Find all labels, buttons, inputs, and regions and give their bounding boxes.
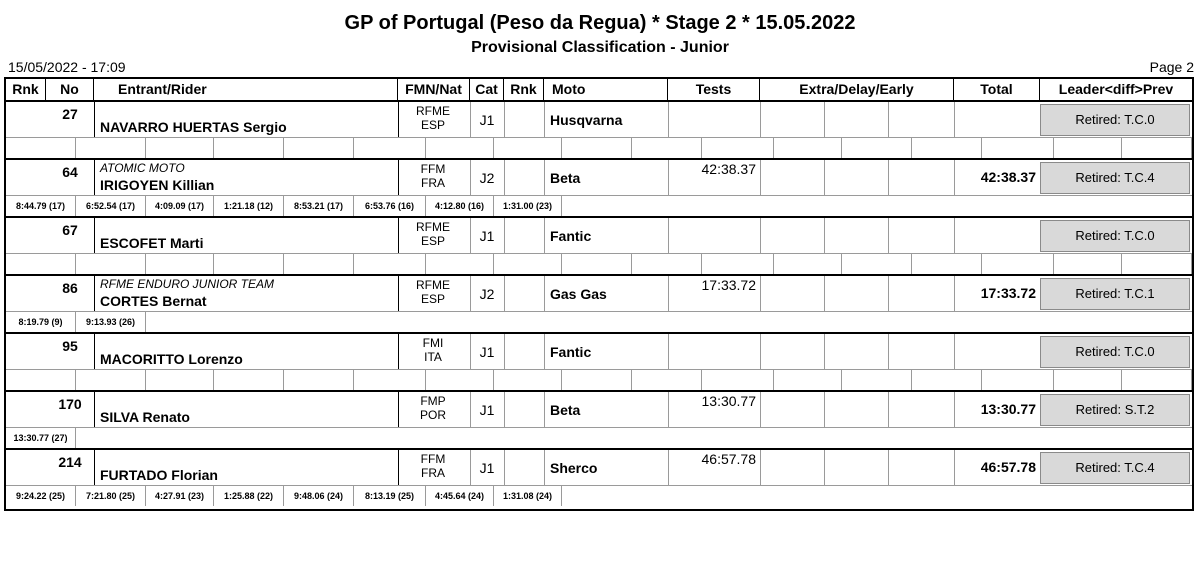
- motorcycle-brand: Gas Gas: [550, 286, 607, 302]
- split-time: 8:19.79 (9): [6, 312, 76, 332]
- empty-split-cell: [982, 370, 1054, 390]
- col-extra: Extra/Delay/Early: [760, 79, 954, 100]
- empty-split-cell: [842, 138, 912, 158]
- rider-number: 170: [58, 396, 82, 412]
- column-divider: [504, 392, 505, 427]
- split-time: 4:09.09 (17): [146, 196, 214, 216]
- col-tests: Tests: [668, 79, 760, 100]
- split-times-row: [6, 428, 1192, 448]
- motorcycle-brand: Fantic: [550, 228, 592, 244]
- empty-split-cell: [774, 138, 842, 158]
- column-divider: [888, 450, 889, 485]
- col-moto: Moto: [544, 79, 668, 100]
- split-time: 8:44.79 (17): [6, 196, 76, 216]
- motorcycle-brand: Fantic: [550, 344, 592, 360]
- split-time: 1:25.88 (22): [214, 486, 284, 506]
- split-time: 6:52.54 (17): [76, 196, 146, 216]
- team-name: ATOMIC MOTO: [100, 161, 185, 175]
- page-title: GP of Portugal (Peso da Regua) * Stage 2 * 15.05.2022: [344, 12, 856, 34]
- total-time: 17:33.72: [980, 285, 1036, 301]
- total-time: 42:38.37: [980, 169, 1036, 185]
- column-divider: [760, 334, 761, 369]
- empty-split-cell: [632, 370, 702, 390]
- category: J1: [479, 228, 495, 244]
- empty-split-cell: [6, 254, 76, 274]
- category: J1: [479, 112, 495, 128]
- column-divider: [888, 392, 889, 427]
- column-divider: [94, 392, 95, 427]
- empty-split-cell: [1122, 138, 1192, 158]
- column-divider: [760, 450, 761, 485]
- total-time: 13:30.77: [980, 401, 1036, 417]
- federation: FMP: [420, 394, 446, 408]
- column-divider: [760, 276, 761, 311]
- column-divider: [954, 102, 955, 137]
- empty-split-cell: [912, 138, 982, 158]
- rider-name: NAVARRO HUERTAS Sergio: [100, 119, 287, 135]
- split-time: 4:27.91 (23): [146, 486, 214, 506]
- col-fmn-nat: FMN/Nat: [398, 79, 470, 100]
- empty-split-cell: [284, 138, 354, 158]
- split-time: 1:21.18 (12): [214, 196, 284, 216]
- rider-name: SILVA Renato: [100, 409, 190, 425]
- empty-split-cell: [562, 254, 632, 274]
- category: J2: [479, 286, 495, 302]
- rider-number: 67: [62, 222, 78, 238]
- split-times-row: [6, 138, 1192, 158]
- col-rnk-cat: Rnk: [504, 79, 544, 100]
- fmn-nat: [398, 162, 468, 190]
- column-divider: [760, 102, 761, 137]
- empty-split-cell: [632, 138, 702, 158]
- column-divider: [668, 102, 669, 137]
- column-divider: [824, 334, 825, 369]
- status-badge: Retired: T.C.0: [1040, 220, 1190, 252]
- split-time: 8:13.19 (25): [354, 486, 426, 506]
- nationality: ESP: [420, 292, 445, 306]
- print-timestamp: 15/05/2022 - 17:09: [8, 59, 126, 75]
- empty-split-cell: [6, 138, 76, 158]
- column-divider: [954, 334, 955, 369]
- federation: FFM: [420, 452, 446, 466]
- column-divider: [94, 160, 95, 195]
- split-times-row: [6, 196, 1192, 216]
- column-divider: [824, 450, 825, 485]
- empty-split-cell: [146, 138, 214, 158]
- column-divider: [888, 160, 889, 195]
- status-badge: Retired: T.C.0: [1040, 336, 1190, 368]
- column-divider: [760, 392, 761, 427]
- split-times-row: [6, 312, 1192, 332]
- category: J1: [479, 402, 495, 418]
- empty-split-cell: [214, 138, 284, 158]
- empty-split-cell: [1122, 254, 1192, 274]
- entry-block: [6, 392, 1192, 450]
- rider-number: 86: [62, 280, 78, 296]
- split-time: 9:48.06 (24): [284, 486, 354, 506]
- col-no: No: [46, 79, 94, 100]
- empty-split-cell: [1054, 138, 1122, 158]
- column-divider: [94, 276, 95, 311]
- column-divider: [94, 450, 95, 485]
- empty-split-cell: [702, 254, 774, 274]
- nationality: POR: [419, 408, 446, 422]
- nationality: FRA: [421, 466, 445, 480]
- status-badge: Retired: S.T.2: [1040, 394, 1190, 426]
- federation: FMI: [422, 336, 444, 350]
- empty-split-cell: [76, 138, 146, 158]
- empty-split-cell: [426, 370, 494, 390]
- rider-name: CORTES Bernat: [100, 293, 207, 309]
- column-divider: [954, 218, 955, 253]
- empty-split-cell: [702, 370, 774, 390]
- status-badge: Retired: T.C.0: [1040, 104, 1190, 136]
- empty-split-cell: [702, 138, 774, 158]
- team-name: RFME ENDURO JUNIOR TEAM: [100, 277, 274, 291]
- nationality: ESP: [420, 234, 445, 248]
- empty-split-cell: [426, 254, 494, 274]
- empty-split-cell: [494, 254, 562, 274]
- split-times-row: [6, 370, 1192, 390]
- empty-split-cell: [842, 254, 912, 274]
- column-divider: [94, 218, 95, 253]
- column-divider: [94, 102, 95, 137]
- empty-split-cell: [562, 370, 632, 390]
- rider-number: 95: [62, 338, 78, 354]
- empty-split-cell: [76, 370, 146, 390]
- empty-split-cell: [146, 254, 214, 274]
- rider-name: IRIGOYEN Killian: [100, 177, 215, 193]
- split-times-row: [6, 254, 1192, 274]
- empty-split-cell: [774, 370, 842, 390]
- column-divider: [504, 334, 505, 369]
- page-subtitle: Provisional Classification - Junior: [471, 39, 729, 56]
- column-divider: [94, 334, 95, 369]
- page-number: Page 2: [1149, 59, 1194, 75]
- motorcycle-brand: Beta: [550, 402, 581, 418]
- rider-number: 64: [62, 164, 78, 180]
- entry-block: [6, 102, 1192, 160]
- category: J1: [479, 344, 495, 360]
- nationality: ESP: [420, 118, 445, 132]
- entry-block: [6, 334, 1192, 392]
- empty-split-cell: [354, 254, 426, 274]
- empty-split-cell: [842, 370, 912, 390]
- column-divider: [544, 276, 545, 311]
- column-divider: [760, 160, 761, 195]
- fmn-nat: [398, 336, 468, 364]
- entry-block: [6, 276, 1192, 334]
- empty-split-cell: [912, 254, 982, 274]
- column-divider: [760, 218, 761, 253]
- column-divider: [824, 102, 825, 137]
- split-time: 1:31.00 (23): [494, 196, 562, 216]
- empty-split-cell: [284, 254, 354, 274]
- rider-number: 27: [62, 106, 78, 122]
- total-time: 46:57.78: [980, 459, 1036, 475]
- empty-split-cell: [284, 370, 354, 390]
- split-time: 6:53.76 (16): [354, 196, 426, 216]
- fmn-nat: [398, 452, 468, 480]
- nationality: FRA: [421, 176, 445, 190]
- empty-split-cell: [354, 370, 426, 390]
- federation: RFME: [416, 278, 450, 292]
- entry-block: [6, 218, 1192, 276]
- split-times-row: [6, 486, 1192, 506]
- rider-name: MACORITTO Lorenzo: [100, 351, 243, 367]
- empty-split-cell: [982, 138, 1054, 158]
- split-time: 9:24.22 (25): [6, 486, 76, 506]
- col-leader: Leader<diff>Prev: [1058, 81, 1174, 97]
- column-divider: [824, 160, 825, 195]
- split-time: 4:45.64 (24): [426, 486, 494, 506]
- empty-split-cell: [6, 370, 76, 390]
- status-badge: Retired: T.C.4: [1040, 452, 1190, 484]
- empty-split-cell: [912, 370, 982, 390]
- classification-table: [4, 77, 1194, 511]
- category: J2: [479, 170, 495, 186]
- empty-split-cell: [982, 254, 1054, 274]
- column-divider: [504, 218, 505, 253]
- column-divider: [504, 276, 505, 311]
- status-badge: Retired: T.C.1: [1040, 278, 1190, 310]
- federation: FFM: [420, 162, 446, 176]
- col-entrant: Entrant/Rider: [94, 79, 398, 100]
- table-header: [6, 79, 1192, 102]
- empty-split-cell: [774, 254, 842, 274]
- tests-time: 17:33.72: [701, 277, 756, 293]
- column-divider: [544, 334, 545, 369]
- split-time: 9:13.93 (26): [76, 312, 146, 332]
- empty-split-cell: [146, 370, 214, 390]
- empty-split-cell: [562, 138, 632, 158]
- motorcycle-brand: Husqvarna: [550, 112, 623, 128]
- status-badge: Retired: T.C.4: [1040, 162, 1190, 194]
- rider-number: 214: [58, 454, 82, 470]
- empty-split-cell: [1054, 254, 1122, 274]
- column-divider: [544, 218, 545, 253]
- column-divider: [544, 102, 545, 137]
- empty-split-cell: [494, 138, 562, 158]
- column-divider: [504, 160, 505, 195]
- column-divider: [824, 276, 825, 311]
- column-divider: [888, 218, 889, 253]
- tests-time: 46:57.78: [701, 451, 756, 467]
- split-time: 8:53.21 (17): [284, 196, 354, 216]
- column-divider: [504, 450, 505, 485]
- empty-split-cell: [426, 138, 494, 158]
- fmn-nat: [398, 220, 468, 248]
- column-divider: [544, 450, 545, 485]
- column-divider: [668, 218, 669, 253]
- federation: RFME: [416, 220, 450, 234]
- split-time: 1:31.08 (24): [494, 486, 562, 506]
- rider-name: FURTADO Florian: [100, 467, 218, 483]
- entry-block: [6, 450, 1192, 508]
- empty-split-cell: [632, 254, 702, 274]
- fmn-nat: [398, 278, 468, 306]
- split-time: 13:30.77 (27): [6, 428, 76, 448]
- empty-split-cell: [354, 138, 426, 158]
- motorcycle-brand: Sherco: [550, 460, 598, 476]
- empty-split-cell: [214, 370, 284, 390]
- motorcycle-brand: Beta: [550, 170, 581, 186]
- rider-name: ESCOFET Marti: [100, 235, 204, 251]
- col-cat: Cat: [470, 79, 504, 100]
- column-divider: [544, 160, 545, 195]
- fmn-nat: [398, 104, 468, 132]
- column-divider: [824, 218, 825, 253]
- fmn-nat: [398, 394, 468, 422]
- empty-split-cell: [494, 370, 562, 390]
- category: J1: [479, 460, 495, 476]
- col-total: Total: [954, 79, 1040, 100]
- tests-time: 13:30.77: [701, 393, 756, 409]
- column-divider: [504, 102, 505, 137]
- column-divider: [824, 392, 825, 427]
- nationality: ITA: [424, 350, 442, 364]
- column-divider: [544, 392, 545, 427]
- empty-split-cell: [1122, 370, 1192, 390]
- col-rnk: Rnk: [6, 79, 46, 100]
- column-divider: [668, 334, 669, 369]
- column-divider: [888, 334, 889, 369]
- column-divider: [888, 276, 889, 311]
- empty-split-cell: [1054, 370, 1122, 390]
- column-divider: [888, 102, 889, 137]
- split-time: 7:21.80 (25): [76, 486, 146, 506]
- empty-split-cell: [214, 254, 284, 274]
- empty-split-cell: [76, 254, 146, 274]
- federation: RFME: [416, 104, 450, 118]
- split-time: 4:12.80 (16): [426, 196, 494, 216]
- entry-block: [6, 160, 1192, 218]
- tests-time: 42:38.37: [701, 161, 756, 177]
